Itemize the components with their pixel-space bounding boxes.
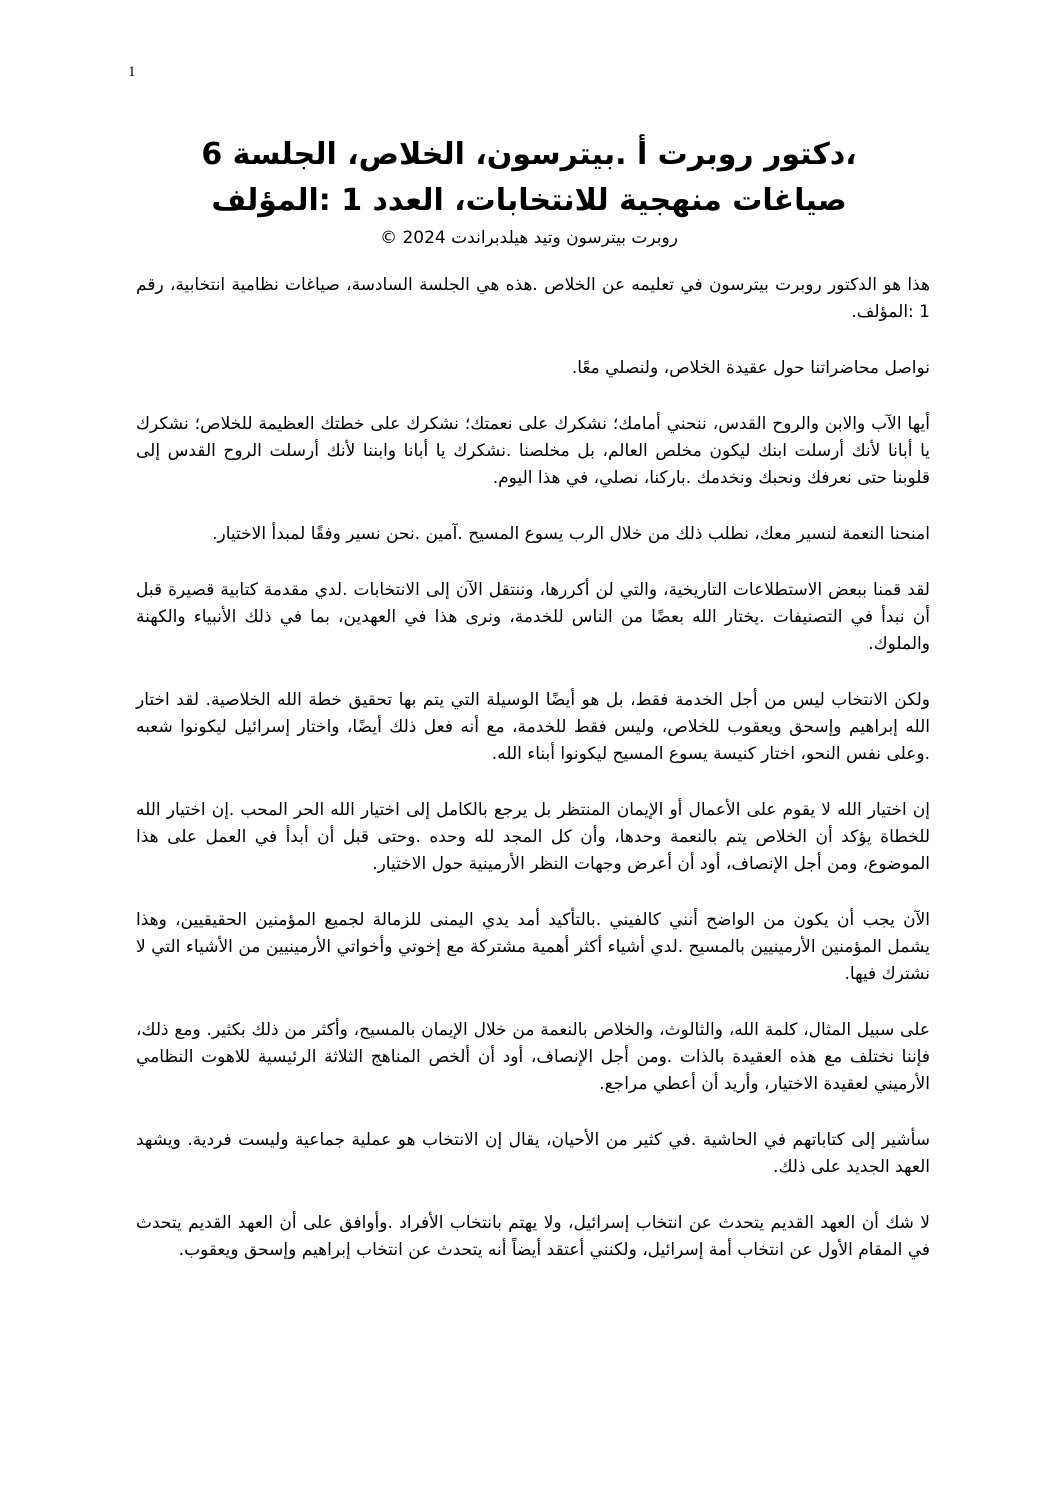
paragraph-intro: هذا هو الدكتور روبرت بيترسون في تعليمه عن الخلاص .هذه هي الجلسة السادسة، صياغات نظامية انتخابية، رقم 1 :المؤلف.	[136, 275, 930, 322]
paragraph-historical-survey: لقد قمنا ببعض الاستطلاعات التاريخية، والتي لن أكررها، وننتقل الآن إلى الانتخابات .لدي مقدمة كتابية قصيرة قبل أن نبدأ في التصنيفات .يختار الله بعضًا من الناس للخدمة، ونرى هذا في العهدين، بما في ذلك الأنبياء والكهنة والملوك.	[136, 580, 930, 654]
paragraph-shared-beliefs: على سبيل المثال، كلمة الله، والثالوث، والخلاص بالنعمة من خلال الإيمان بالمسيح، وأكثر من ذلك بكثير. ومع ذلك، فإننا نختلف مع هذه العقيدة بالذات .ومن أجل الإنصاف، أود أن ألخص المناهج الثلاثة الرئيسية للاهوت النظامي الأرميني لعقيدة الاختيار، وأريد أن أعطي مراجع.	[136, 1020, 930, 1094]
paragraph-prayer-call: نواصل محاضراتنا حول عقيدة الخلاص، ولنصلي معًا.	[571, 358, 930, 378]
paragraph-old-testament: لا شك أن العهد القديم يتحدث عن انتخاب إسرائيل، ولا يهتم بانتخاب الأفراد .وأوافق على أن العهد القديم يتحدث في المقام الأول عن انتخاب أمة إسرائيل، ولكنني أعتقد أيضاً أنه يتحدث عن انتخاب إبراهيم وإسحق ويعقوب.	[136, 1213, 930, 1260]
paragraph-footnote: سأشير إلى كتاباتهم في الحاشية .في كثير من الأحيان، يقال إن الانتخاب هو عملية جماعية وليست فردية. ويشهد العهد الجديد على ذلك.	[136, 1130, 930, 1177]
paragraph-amen: امنحنا النعمة لنسير معك، نطلب ذلك من خلال الرب يسوع المسيح .آمين .نحن نسير وفقًا لمبدأ الاختيار.	[212, 524, 930, 544]
copyright-line: روبرت بيترسون وتيد هيلدبراندت 2024 ©	[380, 228, 678, 248]
document-body	[136, 272, 930, 1293]
paragraph-free-choice: إن اختيار الله لا يقوم على الأعمال أو الإيمان المنتظر بل يرجع بالكامل إلى اختيار الله الحر المحب .إن اختيار الله للخطاة يؤكد أن الخلاص يتم بالنعمة وحدها، وأن كل المجد لله وحده .وحتى قبل أن أبدأ في العمل على هذا الموضوع، ومن أجل الإنصاف، أود أن أعرض وجهات النظر الأرمينية حول الاختيار.	[136, 800, 930, 874]
title-line-1: ،دكتور روبرت أ .بيترسون، الخلاص، الجلسة 6	[201, 137, 857, 172]
title-line-2: صياغات منهجية للانتخابات، العدد 1 :المؤلف	[211, 183, 847, 218]
document-title	[130, 132, 928, 224]
paragraph-prayer: أيها الآب والابن والروح القدس، ننحني أمامك؛ نشكرك على نعمتك؛ نشكرك على خطتك العظيمة للخلاص؛ نشكرك يا أبانا لأنك أرسلت ابنك ليكون مخلص العالم، بل مخلصنا .نشكرك يا أبانا وابننا لأنك أرسلت الروح القدس إلى قلوبنا حتى نعرفك ونحبك ونخدمك .باركنا، نصلي، في هذا اليوم.	[136, 414, 930, 488]
title-block	[130, 132, 928, 252]
page-number: 1	[128, 64, 136, 80]
paragraph-calvinist: الآن يجب أن يكون من الواضح أنني كالفيني .بالتأكيد أمد يدي اليمنى للزمالة لجميع المؤمنين الحقيقيين، وهذا يشمل المؤمنين الأرمينيين بالمسيح .لدي أشياء أكثر أهمية مشتركة مع إخوتي وأخواتي الأرمينيين من الأشياء التي لا نشترك فيها.	[136, 910, 930, 984]
paragraph-election-purpose: ولكن الانتخاب ليس من أجل الخدمة فقط، بل هو أيضًا الوسيلة التي يتم بها تحقيق خطة الله الخلاصية. لقد اختار الله إبراهيم وإسحق ويعقوب للخلاص، وليس فقط للخدمة، مع أنه فعل ذلك أيضًا، واختار إسرائيل ليكونوا شعبه .وعلى نفس النحو، اختار كنيسة يسوع المسيح ليكونوا أبناء الله.	[136, 690, 930, 764]
